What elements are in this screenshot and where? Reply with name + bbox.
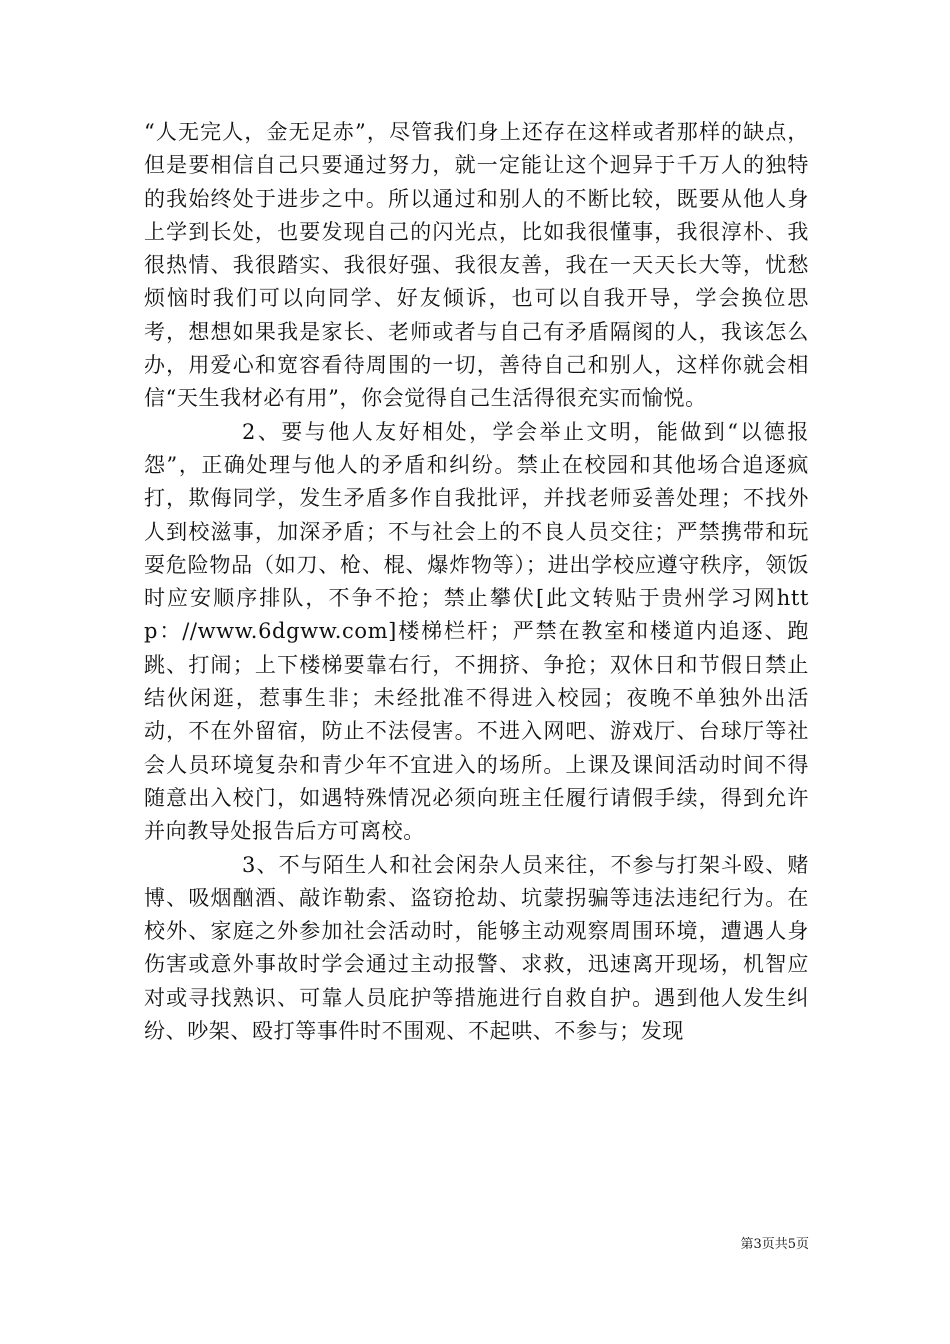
paragraph-1: “人无完人，金无足赤”，尽管我们身上还存在这样或者那样的缺点，但是要相信自己只要通过努力，就一定能让这个迥异于千万人的独特的我始终处于进步之中。所以通过和别人的不断比较，既要从他人身上学到长处，也要发现自己的闪光点，比如我很懂事，我很淳朴、我很热情、我很踏实、我很好强、我很友善，我在一天天长大等，忧愁烦恼时我们可以向同学、好友倾诉，也可以自我开导，学会换位思考，想想如果我是家长、老师或者与自己有矛盾隔阂的人，我该怎么办，用爱心和宽容看待周围的一切，善待自己和别人，这样你就会相信“天生我材必有用”，你会觉得自己生活得很充实而愉悦。 — [144, 120, 809, 411]
page-number-footer: 第3页共5页 — [740, 1237, 809, 1252]
document-body — [144, 116, 809, 1048]
paragraph-2: 2、要与他人友好相处，学会举止文明，能做到“以德报怨”，正确处理与他人的矛盾和纠纷。禁止在校园和其他场合追逐疯打，欺侮同学，发生矛盾多作自我批评，并找老师妥善处理；不找外人到校滋事，加深矛盾；不与社会上的不良人员交往；严禁携带和玩耍危险物品（如刀、枪、棍、爆炸物等）；进出学校应遵守秩序，领饭时应安顺序排队，不争不抢；禁止攀伏[此文转贴于贵州学习网http：//www.6dgww.com]楼梯栏杆；严禁在教室和楼道内追逐、跑跳、打闹；上下楼梯要靠右行，不拥挤、争抢；双休日和节假日禁止结伙闲逛，惹事生非；未经批准不得进入校园；夜晚不单独外出活动，不在外留宿，防止不法侵害。不进入网吧、游戏厅、台球厅等社会人员环境复杂和青少年不宜进入的场所。上课及课间活动时间不得随意出入校门，如遇特殊情况必须向班主任履行请假手续，得到允许并向教导处报告后方可离校。 — [144, 419, 809, 844]
paragraph-3: 3、不与陌生人和社会闲杂人员来往，不参与打架斗殴、赌博、吸烟酗酒、敲诈勒索、盗窃抢劫、坑蒙拐骗等违法违纪行为。在校外、家庭之外参加社会活动时，能够主动观察周围环境，遭遇人身伤害或意外事故时学会通过主动报警、求救，迅速离开现场，机智应对或寻找熟识、可靠人员庇护等措施进行自救自护。遇到他人发生纠纷、吵架、殴打等事件时不围观、不起哄、不参与；发现 — [144, 852, 809, 1044]
